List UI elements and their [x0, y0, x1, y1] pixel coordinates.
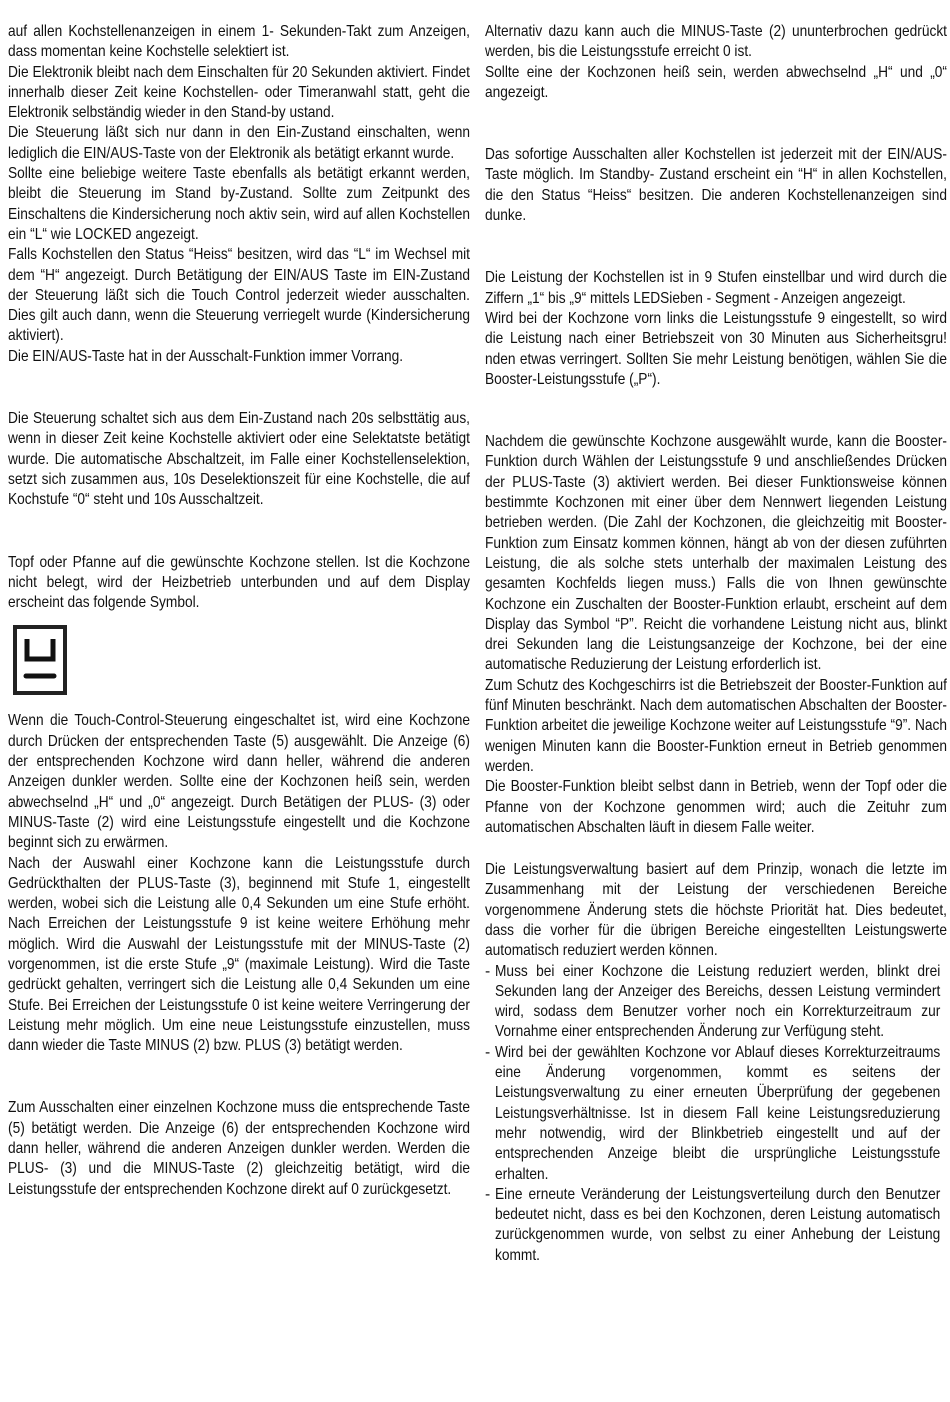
- list-item-text: Wird bei der gewählten Kochzone vor Ablauf dieses Korrekturzeitraums eine Änderung vorgenommen, kommt es seitens der Leistungsverwaltung zu einer erneuten Überprüfung der gegebenen Leistungsverhältnisse. Ist in diesem Fall keine Leistungsreduzierung mehr notwendig, wird der Blinkbetrieb eingestellt und auf der entsprechenden Anzeige bleibt die ursprüngliche Leistungsstufe erhalten.: [495, 1043, 941, 1183]
- symbol-figure: [8, 613, 470, 711]
- paragraph: Die Steuerung läßt sich nur dann in den Ein-Zustand einschalten, wenn lediglich die EIN/AUS-Taste von der Elektronik als betätigt erkannt wurde.: [8, 124, 470, 162]
- paragraph: Falls Kochstellen den Status “Heiss“ besitzen, wird das “L“ im Wechsel mit dem “H“ angezeigt. Durch Betätigung der EIN/AUS Taste im EIN-Zustand der Steuerung läßt sich die Touch Control jederzeit wieder ausschalten. Dies gilt auch dann, wenn die Steuerung verriegelt wurde (Kindersicherung aktiviert).: [8, 246, 470, 345]
- no-pan-display-icon: [13, 625, 67, 695]
- paragraph: Die Leistung der Kochstellen ist in 9 Stufen einstellbar und wird durch die Ziffern „1“ bis „9“ mittels LEDSieben - Segment - Anzeigen angezeigt.: [485, 269, 947, 307]
- bullet-dash: -: [485, 1043, 491, 1061]
- paragraph: Sollte eine der Kochzonen heiß sein, werden abwechselnd „H“ und „0“ angezeigt.: [485, 63, 947, 101]
- paragraph: Nach der Auswahl einer Kochzone kann die Leistungsstufe durch Gedrückthalten der PLUS-Taste (3), beginnend mit Stufe 1, eingestellt werden, wobei sich die Leistung alle 0,4 Sekunden um eine Stufe erhöht. Nach Erreichen der Leistungsstufe 9 ist keine weitere Erhöhung mehr möglich. Wird die Auswahl der Leistungsstufe mit der MINUS-Taste (2) vorgenommen, ist die erste Stufe „9“ (maximale Leistung). Wird die Taste gedrückt gehalten, verringert sich die Leistung alle 0,4 Sekunden um eine Stufe. Bei Erreichen der Leistungsstufe 0 ist keine weitere Verringerung der Leistung mehr möglich. Um eine neue Leistungsstufe einzustellen, muss dann wieder die Taste MINUS (2) bzw. PLUS (3) betätigt werden.: [8, 854, 470, 1055]
- list-item: [485, 1043, 947, 1185]
- paragraph: Die Leistungsverwaltung basiert auf dem Prinzip, wonach die letzte im Zusammenhang mit der Leistung der verschiedenen Bereiche vorgenommene Änderung stets die höchste Priorität hat. Dies bedeutet, dass die vorher für die übrigen Bereiche eingestellten Leistungswerte automatisch reduziert werden können.: [485, 861, 947, 960]
- paragraph: Die Booster-Funktion bleibt selbst dann in Betrieb, wenn der Topf oder die Pfanne von der Kochzone genommen wird; auch die Zeituhr zum automatischen Abschalten läuft in diesem Falle weiter.: [485, 778, 947, 836]
- paragraph: Wenn die Touch-Control-Steuerung eingeschaltet ist, wird eine Kochzone durch Drücken der entsprechenden Taste (5) ausgewählt. Die Anzeige (6) der entsprechenden Kochzone wird dann heller, während die anderen Anzeigen dunkler werden. Sollte eine der Kochzonen heiß sein, werden abwechselnd „H“ und „0“ angezeigt. Durch Betätigen der PLUS- (3) oder MINUS-Taste (2) wird eine Leistungsstufe eingestellt und die Kochzone beginnt sich zu erwärmen.: [8, 712, 470, 852]
- list-item-text: Muss bei einer Kochzone die Leistung reduziert werden, blinkt drei Sekunden lang der Anzeiger des Bereichs, dessen Leistung vermindert wird, sodass dem Benutzer vorher noch ein Korrekturzeitraum zur Vornahme einer entsprechenden Änderung zur Verfügung steht.: [495, 962, 941, 1041]
- paragraph: Wird bei der Kochzone vorn links die Leistungsstufe 9 eingestellt, so wird die Leistung nach einer Betriebszeit von 30 Minuten aus Sicherheitsgru! nden etwas verringert. Sollten Sie mehr Leistung benötigen, wählen Sie die Booster-Leistungsstufe („P“).: [485, 309, 947, 388]
- left-column: [8, 22, 470, 1200]
- paragraph: Zum Ausschalten einer einzelnen Kochzone muss die entsprechende Taste (5) betätigt werden. Die Anzeige (6) der entsprechenden Kochzone wird dann heller, während die anderen Anzeigen dunkler werden. Werden die PLUS- (3) und die MINUS-Taste (2) gleichzeitig betätigt, wird die Leistungsstufe der entsprechenden Kochzone direkt auf 0 zurückgesetzt.: [8, 1099, 470, 1198]
- list-item-text: Eine erneute Veränderung der Leistungsverteilung durch den Benutzer bedeutet nicht, dass es bei den Kochzonen, deren Leistung automatisch zurückgenommen wurde, von selbst zu einer Anhebung der Leistung kommt.: [495, 1185, 941, 1264]
- paragraph: Topf oder Pfanne auf die gewünschte Kochzone stellen. Ist die Kochzone nicht belegt, wird der Heizbetrieb unterbunden und auf dem Display erscheint das folgende Symbol.: [8, 553, 470, 612]
- paragraph: Sollte eine beliebige weitere Taste ebenfalls als betätigt erkannt werden, bleibt die Steuerung im Stand by-Zustand. Sollte zum Zeitpunkt des Einschaltens die Kindersicherung noch aktiv sein, wird auf allen Kochstellen ein “L“ wie LOCKED angezeigt.: [8, 165, 470, 243]
- paragraph: Nachdem die gewünschte Kochzone ausgewählt wurde, kann die Booster-Funktion durch Wählen der Leistungsstufe 9 und anschließendes Drücken der PLUS-Taste (3) aktiviert werden. Bei dieser Funktionsweise können bestimmte Kochzonen mit einer über dem Nennwert liegenden Leistung betrieben werden. (Die Zahl der Kochzonen, die gleichzeitig mit Booster-Funktion zum Einsatz kommen können, hängt ab von der diesen zuführten Leistung, die als solche stets unterhalb der maximalen Leistung des gesamten Kochfelds liegen muss.) Falls die von Ihnen gewünschte Kochzone ein Zuschalten der Booster-Funktion erlaubt, erscheint auf dem Display das Symbol “P”. Reicht die vorhandene Leistung nicht aus, blinkt drei Sekunden lang die Leistungsanzeige der Kochzone, bei der eine automatische Reduzierung der Leistung erforderlich ist.: [485, 433, 947, 674]
- bullet-dash: -: [485, 1185, 491, 1203]
- paragraph: Die EIN/AUS-Taste hat in der Ausschalt-Funktion immer Vorrang.: [8, 347, 404, 365]
- paragraph: Die Steuerung schaltet sich aus dem Ein-Zustand nach 20s selbsttätig aus, wenn in dieser Zeit keine Kochstelle aktiviert oder eine Selektatste betätigt wurde. Die automatische Abschaltzeit, im Falle einer Kochstellenselektion, setzt sich zusammen aus, 10s Deselektionszeit für eine Kochstelle, die auf Kochstufe “0“ steht und 10s Ausschaltzeit.: [8, 410, 470, 509]
- right-column: [485, 22, 947, 1266]
- paragraph: Zum Schutz des Kochgeschirrs ist die Betriebszeit der Booster-Funktion auf fünf Minuten beschränkt. Nach dem automatischen Abschalten der Booster-Funktion arbeitet die jeweilige Kochzone weiter auf Leistungsstufe “9”. Nach wenigen Minuten kann die Booster-Funktion erneut in Betrieb genommen werden.: [485, 676, 947, 775]
- paragraph: Die Elektronik bleibt nach dem Einschalten für 20 Sekunden aktiviert. Findet innerhalb dieser Zeit keine Kochstellen- oder Timeranwahl statt, geht die Elektronik selbständig wieder in den Stand-by ustand.: [8, 63, 470, 122]
- list-item: [485, 1185, 947, 1266]
- list-item: [485, 962, 947, 1043]
- paragraph: Alternativ dazu kann auch die MINUS-Taste (2) ununterbrochen gedrückt werden, bis die Leistungsstufe erreicht 0 ist.: [485, 23, 947, 61]
- paragraph: Das sofortige Ausschalten aller Kochstellen ist jederzeit mit der EIN/AUS-Taste möglich. Im Standby- Zustand erscheint ein “H“ in allen Kochstellen, die den Status “Heiss“ besitzen. Die anderen Kochstellenanzeigen sind dunke.: [485, 146, 947, 225]
- paragraph: auf allen Kochstellenanzeigen in einem 1- Sekunden-Takt zum Anzeigen, dass momentan keine Kochstelle selektiert ist.: [8, 23, 470, 61]
- bullet-dash: -: [485, 962, 491, 980]
